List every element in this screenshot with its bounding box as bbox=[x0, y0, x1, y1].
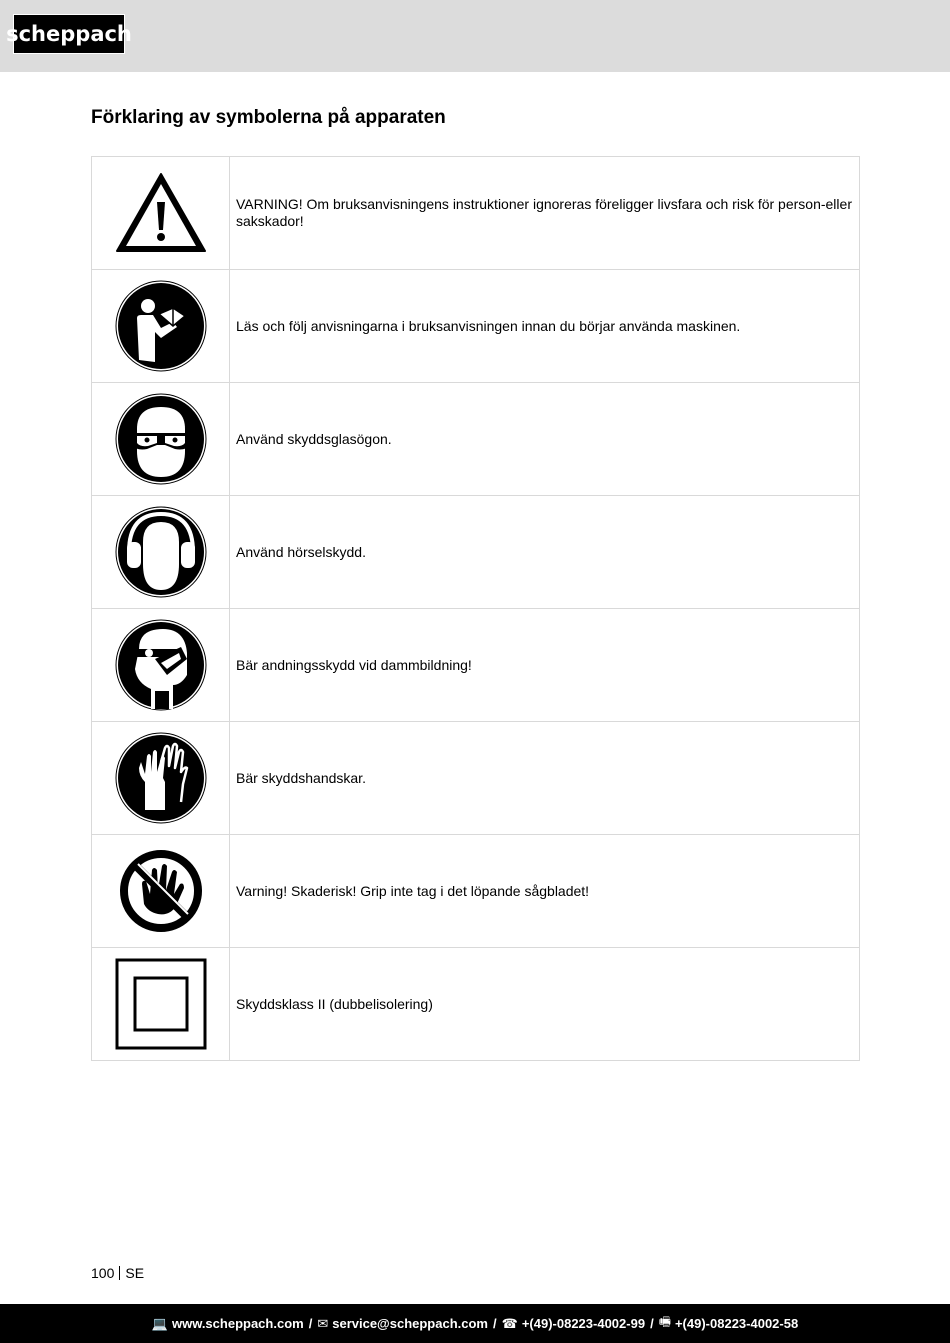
icon-cell bbox=[92, 157, 230, 270]
icon-cell bbox=[92, 270, 230, 383]
icon-cell bbox=[92, 383, 230, 496]
computer-icon: 💻 bbox=[151, 1315, 168, 1331]
page-language: SE bbox=[125, 1265, 145, 1281]
page-number-value: 100 bbox=[91, 1265, 115, 1281]
table-row bbox=[92, 157, 860, 270]
read-manual-icon bbox=[115, 280, 207, 372]
respirator-icon bbox=[115, 619, 207, 711]
footer-email[interactable]: service@scheppach.com bbox=[332, 1316, 488, 1331]
page-title: Förklaring av symbolerna på apparaten bbox=[91, 107, 446, 128]
ear-protection-icon bbox=[115, 506, 207, 598]
table-row bbox=[92, 496, 860, 609]
icon-cell bbox=[92, 496, 230, 609]
symbol-description: Använd hörselskydd. bbox=[230, 496, 860, 609]
icon-cell bbox=[92, 609, 230, 722]
page-number bbox=[91, 1265, 144, 1281]
icon-cell bbox=[92, 835, 230, 948]
icon-cell bbox=[92, 722, 230, 835]
table-row bbox=[92, 383, 860, 496]
footer-separator: / bbox=[493, 1316, 497, 1331]
safety-gloves-icon bbox=[115, 732, 207, 824]
symbol-description: Varning! Skaderisk! Grip inte tag i det löpande sågbladet! bbox=[230, 835, 860, 948]
symbol-description: Läs och följ anvisningarna i bruksanvisningen innan du börjar använda maskinen. bbox=[230, 270, 860, 383]
footer-separator: / bbox=[308, 1316, 313, 1331]
mail-icon: ✉ bbox=[317, 1315, 329, 1331]
double-insulation-icon bbox=[115, 958, 207, 1050]
footer-website[interactable]: www.scheppach.com bbox=[171, 1316, 304, 1331]
footer-bar bbox=[0, 1304, 950, 1343]
footer-fax: +(49)-08223-4002-58 bbox=[674, 1316, 799, 1331]
header-bar bbox=[0, 0, 950, 72]
symbol-description: VARNING! Om bruksanvisningens instruktioner ignoreras föreligger livsfara och risk för person-eller sakskador! bbox=[230, 157, 860, 270]
table-row bbox=[92, 948, 860, 1061]
fax-icon: 🖷 bbox=[658, 1313, 671, 1329]
phone-icon: ☎ bbox=[501, 1315, 518, 1331]
page-separator bbox=[119, 1266, 120, 1280]
footer-separator: / bbox=[650, 1316, 654, 1331]
table-row bbox=[92, 609, 860, 722]
safety-goggles-icon bbox=[115, 393, 207, 485]
warning-triangle-icon bbox=[115, 172, 207, 254]
symbol-description: Bär andningsskydd vid dammbildning! bbox=[230, 609, 860, 722]
scheppach-logo: scheppach bbox=[13, 14, 125, 54]
symbol-table bbox=[91, 156, 860, 1061]
table-row bbox=[92, 835, 860, 948]
icon-cell bbox=[92, 948, 230, 1061]
symbol-description: Använd skyddsglasögon. bbox=[230, 383, 860, 496]
table-row bbox=[92, 270, 860, 383]
symbol-description: Bär skyddshandskar. bbox=[230, 722, 860, 835]
table-row bbox=[92, 722, 860, 835]
no-hands-icon bbox=[118, 848, 204, 934]
footer-phone: +(49)-08223-4002-99 bbox=[521, 1316, 646, 1331]
symbol-description: Skyddsklass II (dubbelisolering) bbox=[230, 948, 860, 1061]
